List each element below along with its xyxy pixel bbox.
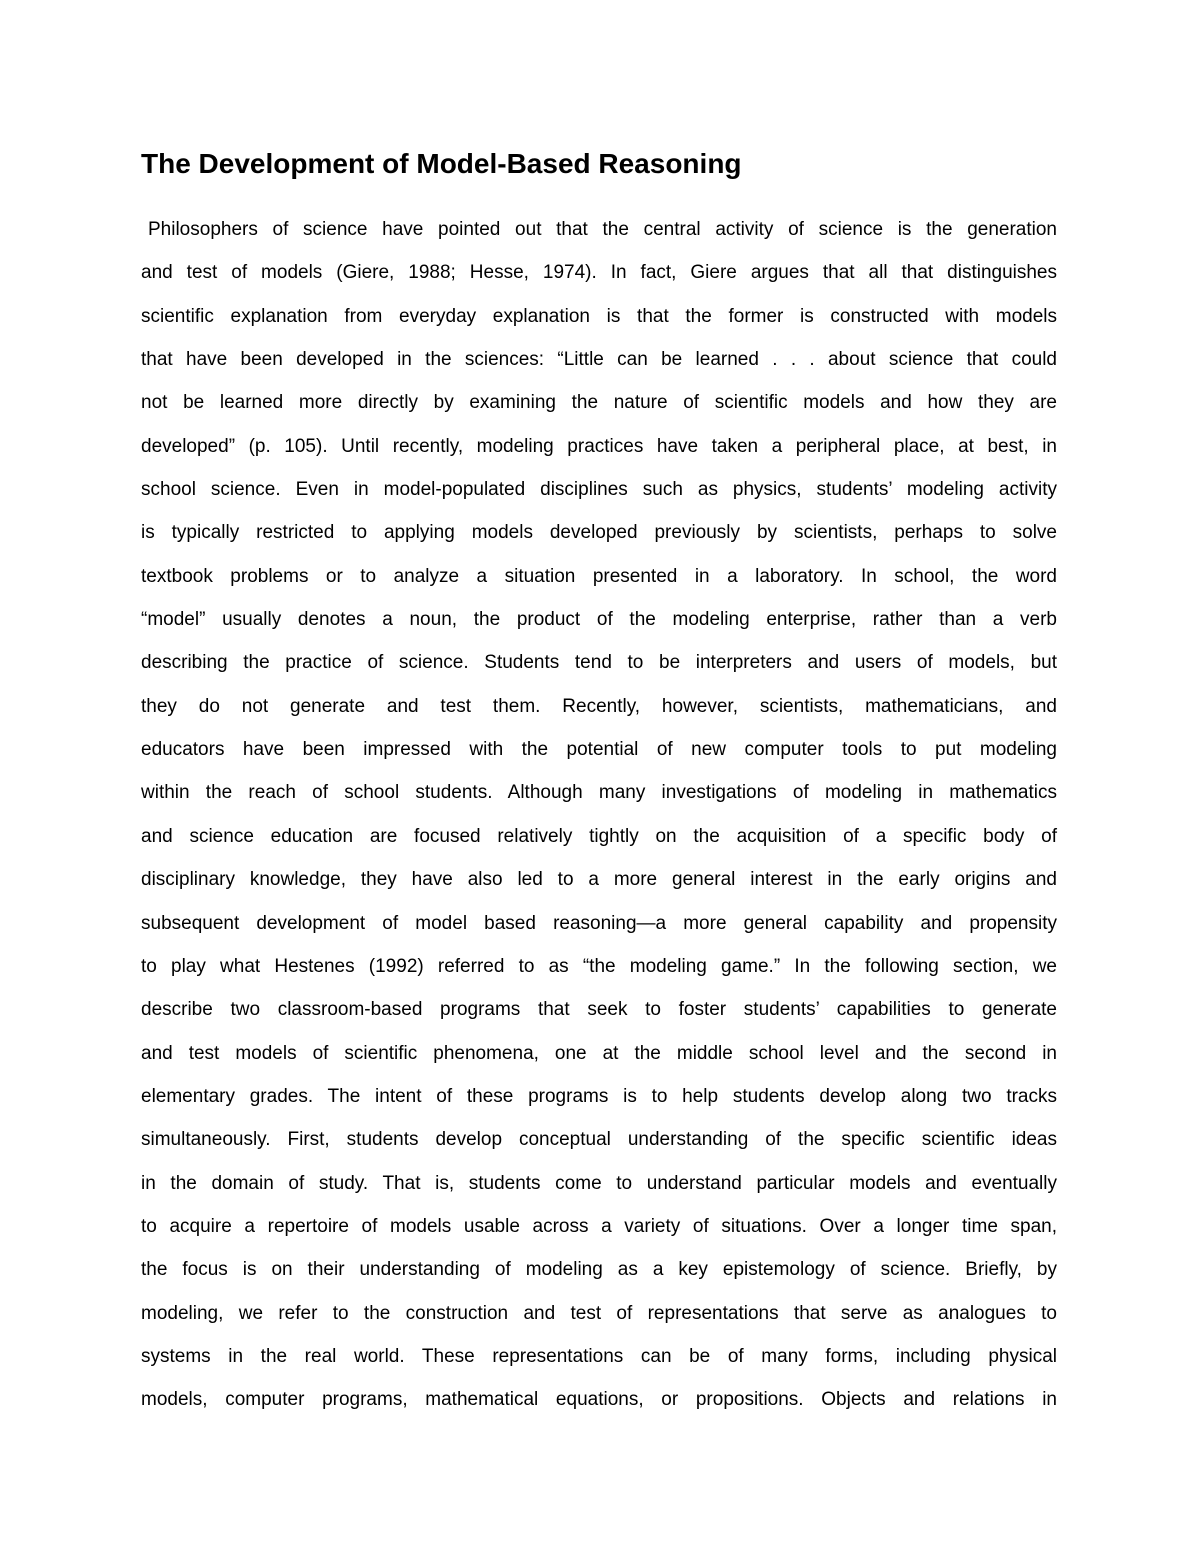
- paragraph-line: elementary grades. The intent of these programs is to help students develop along two tracks: [141, 1085, 1057, 1107]
- paragraph-line: describe two classroom-based programs that seek to foster students’ capabilities to generate: [141, 999, 1057, 1021]
- paragraph-line: educators have been impressed with the potential of new computer tools to put modeling: [141, 739, 1057, 761]
- paragraph-line: school science. Even in model-populated disciplines such as physics, students’ modeling activity: [141, 479, 1057, 501]
- paragraph-line: to play what Hestenes (1992) referred to as “the modeling game.” In the following section, we: [141, 955, 1057, 977]
- paragraph-line: and test of models (Giere, 1988; Hesse, 1974). In fact, Giere argues that all that distinguishes: [141, 262, 1057, 284]
- paragraph-line: “model” usually denotes a noun, the product of the modeling enterprise, rather than a verb: [141, 609, 1057, 631]
- paragraph-line: simultaneously. First, students develop conceptual understanding of the specific scientific ideas: [141, 1129, 1057, 1151]
- paragraph-line: in the domain of study. That is, students come to understand particular models and eventually: [141, 1172, 1057, 1194]
- paragraph-line: describing the practice of science. Students tend to be interpreters and users of models, but: [141, 652, 1057, 674]
- paragraph-line: models, computer programs, mathematical equations, or propositions. Objects and relations in: [141, 1389, 1057, 1411]
- paragraph-line: Philosophers of science have pointed out that the central activity of science is the generation: [148, 219, 1057, 240]
- paragraph-line: and test models of scientific phenomena, one at the middle school level and the second in: [141, 1042, 1057, 1064]
- paragraph-line: disciplinary knowledge, they have also led to a more general interest in the early origins and: [141, 869, 1057, 891]
- paragraph-line: that have been developed in the sciences: “Little can be learned . . . about science that could: [141, 349, 1057, 371]
- paragraph-line: developed” (p. 105). Until recently, modeling practices have taken a peripheral place, at best, in: [141, 435, 1057, 457]
- paragraph-line: to acquire a repertoire of models usable across a variety of situations. Over a longer time span,: [141, 1215, 1057, 1237]
- page-title: The Development of Model-Based Reasoning: [141, 148, 742, 179]
- paragraph-line: subsequent development of model based reasoning—a more general capability and propensity: [141, 912, 1057, 934]
- paragraph-line: systems in the real world. These representations can be of many forms, including physical: [141, 1345, 1057, 1367]
- paragraph-line: and science education are focused relatively tightly on the acquisition of a specific body of: [141, 825, 1057, 847]
- paragraph-line: scientific explanation from everyday explanation is that the former is constructed with models: [141, 305, 1057, 327]
- body-paragraph: [141, 208, 1057, 1422]
- paragraph-line: they do not generate and test them. Recently, however, scientists, mathematicians, and: [141, 695, 1057, 717]
- paragraph-line: the focus is on their understanding of modeling as a key epistemology of science. Briefly, by: [141, 1259, 1057, 1281]
- paragraph-line: within the reach of school students. Although many investigations of modeling in mathematics: [141, 782, 1057, 804]
- paragraph-line: modeling, we refer to the construction and test of representations that serve as analogues to: [141, 1302, 1057, 1324]
- paragraph-line: is typically restricted to applying models developed previously by scientists, perhaps to solve: [141, 522, 1057, 544]
- paragraph-line: not be learned more directly by examining the nature of scientific models and how they are: [141, 392, 1057, 414]
- paragraph-line: textbook problems or to analyze a situation presented in a laboratory. In school, the word: [141, 565, 1057, 587]
